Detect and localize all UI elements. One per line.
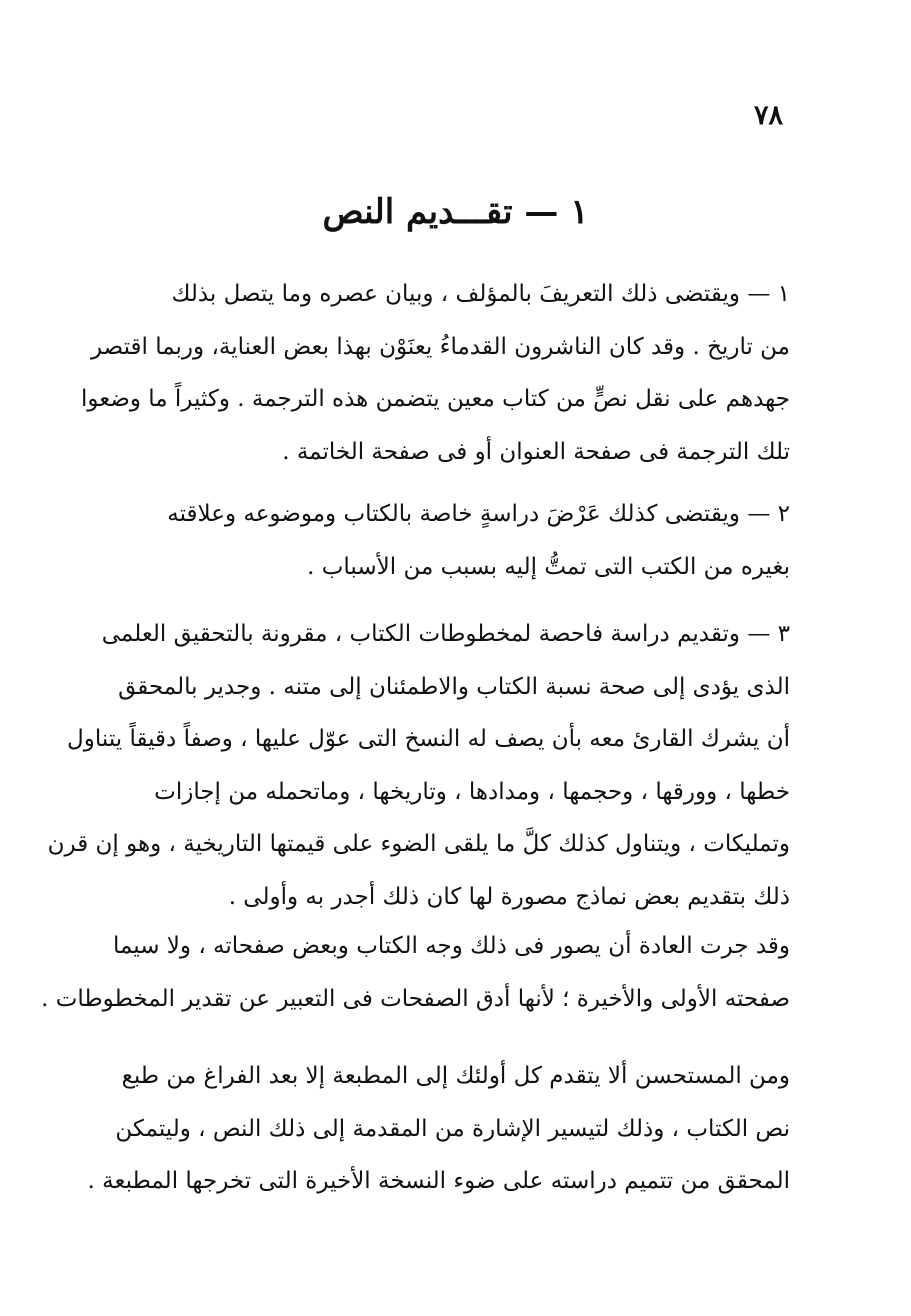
text-line: ١ — ويقتضى ذلك التعريفَ بالمؤلف ، وبيان عصره وما يتصل بذلك xyxy=(171,281,790,307)
paragraph-printing-advice xyxy=(87,1050,790,1208)
text-line: ٢ — ويقتضى كذلك عَرْضَ دراسةٍ خاصة بالكتاب وموضوعه وعلاقته xyxy=(167,501,790,527)
text-line: صفحته الأولى والأخيرة ؛ لأنها أدق الصفحات فى التعبير عن تقدير المخطوطات . xyxy=(41,985,790,1012)
text-line: وتمليكات ، ويتناول كذلك كلَّ ما يلقى الضوء على قيمتها التاريخية ، وهو إن قرن xyxy=(47,831,790,857)
page-number: ٧٨ xyxy=(753,100,783,131)
text-line: الذى يؤدى إلى صحة نسبة الكتاب والاطمئنان إلى متنه . وجدير بالمحقق xyxy=(118,673,790,700)
text-line: خطها ، وورقها ، وحجمها ، ومدادها ، وتاريخها ، وماتحمله من إجازات xyxy=(154,778,790,805)
text-line: ذلك بتقديم بعض نماذج مصورة لها كان ذلك أجدر به وأولى . xyxy=(228,883,790,910)
text-line: بغيره من الكتب التى تمتُّ إليه بسبب من الأسباب . xyxy=(307,553,790,580)
text-line: المحقق من تتميم دراسته على ضوء النسخة الأخيرة التى تخرجها المطبعة . xyxy=(87,1168,790,1194)
text-line: ٣ — وتقديم دراسة فاحصة لمخطوطات الكتاب ، مقرونة بالتحقيق العلمى xyxy=(101,621,790,647)
text-line: من تاريخ . وقد كان الناشرون القدماءُ يعنَوْن بهذا بعض العناية، وربما اقتصر xyxy=(90,333,790,360)
paragraph-author-introduction xyxy=(80,268,790,478)
paragraph-photo-custom xyxy=(41,920,790,1025)
text-line: ومن المستحسن ألا يتقدم كل أولئك إلى المطبعة إلا بعد الفراغ من طبع xyxy=(121,1063,790,1089)
text-line: تلك الترجمة فى صفحة العنوان أو فى صفحة الخاتمة . xyxy=(282,438,790,465)
text-line: وقد جرت العادة أن يصور فى ذلك وجه الكتاب وبعض صفحاته ، ولا سيما xyxy=(112,933,790,959)
section-heading: ١ — تقـــديم النص xyxy=(322,192,589,232)
text-line: نص الكتاب ، وذلك لتيسير الإشارة من المقدمة إلى ذلك النص ، وليتمكن xyxy=(115,1115,790,1142)
text-line: أن يشرك القارئ معه بأن يصف له النسخ التى عوّل عليها ، وصفاً دقيقاً يتناول xyxy=(67,726,790,752)
text-line: جهدهم على نقل نصٍّ من كتاب معين يتضمن هذه الترجمة . وكثيراً ما وضعوا xyxy=(80,386,790,412)
paragraph-book-study xyxy=(150,488,790,593)
paragraph-manuscripts-study xyxy=(47,608,790,923)
